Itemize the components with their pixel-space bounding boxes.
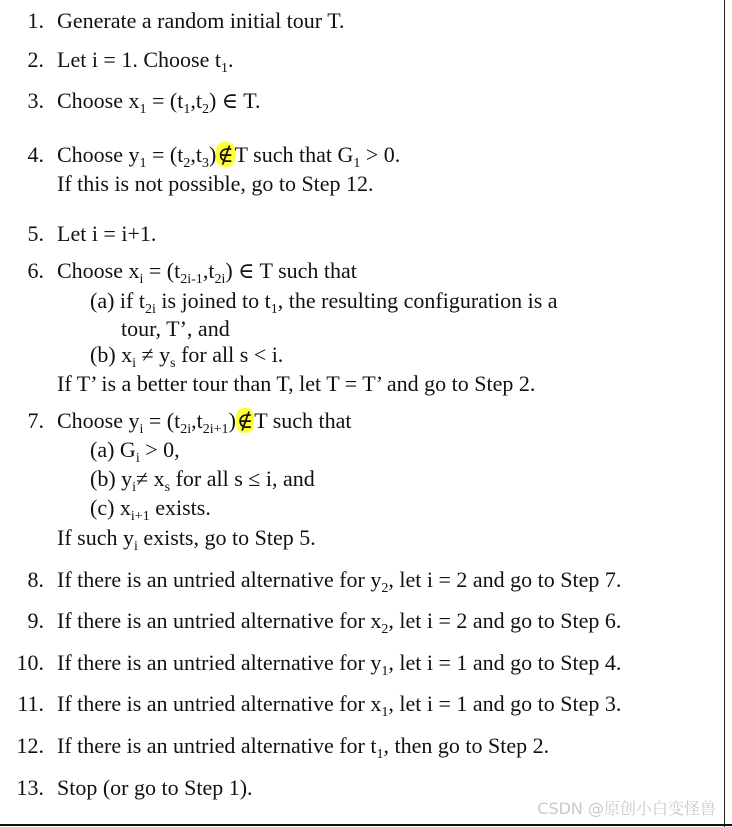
subscript: i (132, 356, 137, 371)
step-number: 2. (27, 47, 44, 72)
step-number: 13. (16, 775, 44, 800)
step-text: If this is not possible, go to Step 12. (57, 171, 374, 196)
step-text: Choose $y_1$ = $(t_2,t_3)\notin T$ such that $G_1 > 0$. (57, 142, 401, 171)
step-text: Choose $x_i = (t_{2i-1},t_{2i})$ ∈ T such that (57, 258, 357, 287)
subscript: 1 (353, 156, 361, 171)
step-text: Choose $y_i$ = $(t_{2i},t_{2i+1})\notin T$ such that (57, 408, 352, 437)
step-number: 6. (27, 258, 44, 283)
step-text: Let i = 1. Choose $t_1$. (57, 47, 234, 76)
step-text: Stop (or go to Step 1). (57, 775, 253, 800)
step-number: 7. (27, 408, 44, 433)
watermark: CSDN @原创小白变怪兽 (537, 799, 716, 818)
step-number: 4. (27, 142, 44, 167)
highlighted-not-in-symbol: ∉ (236, 408, 254, 433)
step-text: (b) $y_i\ne x_s$ for all s ≤ i, and (90, 466, 315, 495)
step-number: 11. (17, 691, 44, 716)
step-text: Choose $x_1 = (t_1,t_2)$ ∈ T. (57, 88, 261, 117)
subscript: i (135, 451, 140, 466)
subscript: i (139, 422, 144, 437)
subscript: s (170, 356, 176, 371)
right-border (724, 0, 725, 827)
subscript: 2i+1 (202, 422, 229, 437)
step-text: Generate a random initial tour T. (57, 8, 345, 33)
bottom-border (0, 824, 732, 826)
step-text: If T’ is a better tour than T, let T = T’ and go to Step 2. (57, 371, 536, 396)
subscript: 1 (381, 664, 389, 679)
step-number: 12. (16, 733, 44, 758)
step-number: 9. (27, 608, 44, 633)
step-text: tour, T’, and (121, 316, 230, 341)
subscript: i (139, 272, 144, 287)
highlighted-not-in-symbol: ∉ (217, 142, 234, 167)
subscript: 1 (270, 302, 278, 317)
step-text: If there is an untried alternative for $y_1$, let i = 1 and go to Step 4. (57, 650, 622, 679)
step-text: If there is an untried alternative for $x_1$, let i = 1 and go to Step 3. (57, 691, 622, 720)
subscript: 3 (201, 156, 209, 171)
subscript: 2 (381, 581, 389, 596)
step-number: 5. (27, 221, 44, 246)
step-number: 8. (27, 567, 44, 592)
step-number: 10. (16, 650, 44, 675)
subscript: 2 (381, 622, 389, 637)
subscript: 2 (201, 102, 209, 117)
step-text: If there is an untried alternative for $t_1$, then go to Step 2. (57, 733, 550, 762)
subscript: 1 (381, 705, 389, 720)
subscript: i (132, 480, 137, 495)
subscript: 2i (144, 302, 156, 317)
subscript: 2i (180, 422, 192, 437)
subscript: 1 (220, 61, 228, 76)
step-text: If there is an untried alternative for $y_2$, let i = 2 and go to Step 7. (57, 567, 622, 596)
subscript: s (164, 480, 171, 495)
subscript: 2i (214, 272, 226, 287)
step-text: If there is an untried alternative for $x_2$, let i = 2 and go to Step 6. (57, 608, 622, 637)
subscript: 1 (139, 102, 147, 117)
subscript: 1 (139, 156, 147, 171)
step-text: (a) if $t_{2i}$ is joined to $t_1$, the resulting configuration is a (90, 288, 558, 317)
subscript: i+1 (130, 509, 150, 524)
subscript: i (133, 539, 138, 554)
step-text: (b) $x_i \ne y_s$ for all s < i. (90, 342, 284, 371)
step-number: 3. (27, 88, 44, 113)
subscript: 1 (376, 747, 384, 762)
step-text: (c) $x_{i+1}$ exists. (90, 495, 211, 524)
subscript: 2i-1 (180, 272, 203, 287)
step-text: Let i = i+1. (57, 221, 157, 246)
step-number: 1. (27, 8, 44, 33)
subscript: 2 (183, 156, 191, 171)
step-text: If such $y_i$ exists, go to Step 5. (57, 525, 316, 554)
subscript: 1 (183, 102, 191, 117)
step-text: (a) $G_i > 0$, (90, 437, 180, 466)
